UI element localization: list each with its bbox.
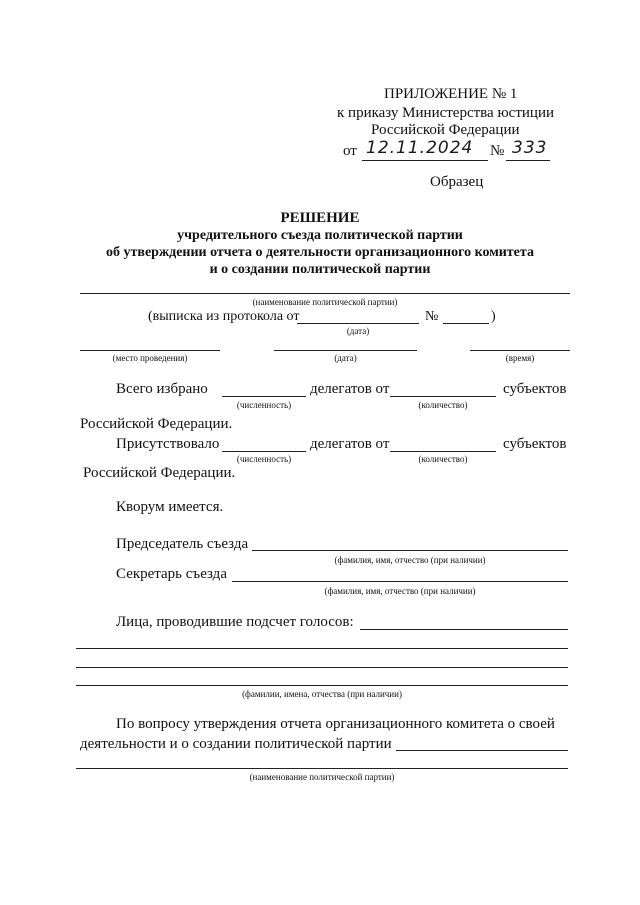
title-line-3: и о создании политической партии [209, 262, 431, 277]
present-count-caption: (численность) [236, 454, 292, 464]
question-line-2: деятельности и о создании политической партии [80, 736, 392, 752]
extract-number-line [443, 323, 489, 324]
appendix-title: ПРИЛОЖЕНИЕ № 1 [384, 86, 518, 102]
extract-prefix: (выписка из протокола от [148, 309, 300, 324]
elected-continuation: Российской Федерации. [80, 416, 233, 432]
title-line-2: об утверждении отчета о деятельности организационного комитета [106, 245, 534, 260]
document-title: РЕШЕНИЕ [280, 210, 360, 226]
counters-line-2 [76, 648, 568, 649]
extract-date-caption: (дата) [346, 326, 370, 336]
number-prefix: № [490, 143, 505, 159]
date-prefix: от [343, 143, 357, 159]
present-prefix: Присутствовало [116, 436, 220, 452]
question-line-1: По вопросу утверждения отчета организационного комитета о своей [116, 716, 555, 732]
secretary-label: Секретарь съезда [116, 566, 227, 582]
present-middle: делегатов от [310, 436, 390, 452]
question-party-line-1 [396, 750, 568, 751]
time-caption: (время) [505, 353, 535, 363]
title-line-1: учредительного съезда политической партии [177, 228, 463, 243]
present-count-line [222, 451, 306, 452]
present-quantity-line [390, 451, 496, 452]
place-caption: (место проведения) [112, 353, 188, 363]
order-date-handwritten: 12.11.2024 [366, 138, 474, 158]
elected-quantity-line [390, 396, 496, 397]
counters-line-1 [360, 629, 568, 630]
place-line [80, 350, 220, 351]
present-quantity-caption: (количество) [418, 454, 468, 464]
present-suffix: субъектов [503, 436, 567, 452]
chairman-label: Председатель съезда [116, 536, 249, 552]
meeting-date-caption: (дата) [334, 353, 357, 363]
present-continuation: Российской Федерации. [83, 465, 236, 481]
question-party-line-2 [76, 768, 568, 769]
party-name-caption: (наименование политической партии) [252, 297, 398, 307]
question-party-caption: (наименование политической партии) [249, 772, 395, 782]
elected-quantity-caption: (количество) [418, 400, 468, 410]
elected-prefix: Всего избрано [116, 381, 208, 397]
secretary-line [232, 581, 568, 582]
chairman-caption: (фамилия, имя, отчество (при наличии) [334, 555, 486, 565]
federation-line: Российской Федерации [371, 122, 520, 138]
chairman-line [252, 550, 568, 551]
extract-close-paren: ) [491, 309, 496, 324]
quorum-text: Кворум имеется. [116, 499, 224, 515]
counters-line-4 [76, 685, 568, 686]
order-line: к приказу Министерства юстиции [337, 105, 554, 121]
elected-suffix: субъектов [503, 381, 567, 397]
order-date-line [362, 160, 488, 161]
extract-number-sign: № [425, 309, 439, 324]
counters-line-3 [76, 667, 568, 668]
order-number-handwritten: 333 [512, 138, 548, 158]
time-line [470, 350, 570, 351]
extract-date-line [297, 323, 419, 324]
elected-middle: делегатов от [310, 381, 390, 397]
elected-count-caption: (численность) [236, 400, 292, 410]
counters-label: Лица, проводившие подсчет голосов: [116, 614, 354, 630]
counters-caption: (фамилии, имена, отчества (при наличии) [242, 689, 402, 699]
party-name-line [80, 293, 570, 294]
elected-count-line [222, 396, 306, 397]
sample-label: Образец [430, 174, 484, 190]
secretary-caption: (фамилия, имя, отчество (при наличии) [324, 586, 476, 596]
order-number-line [506, 160, 550, 161]
meeting-date-line [274, 350, 417, 351]
